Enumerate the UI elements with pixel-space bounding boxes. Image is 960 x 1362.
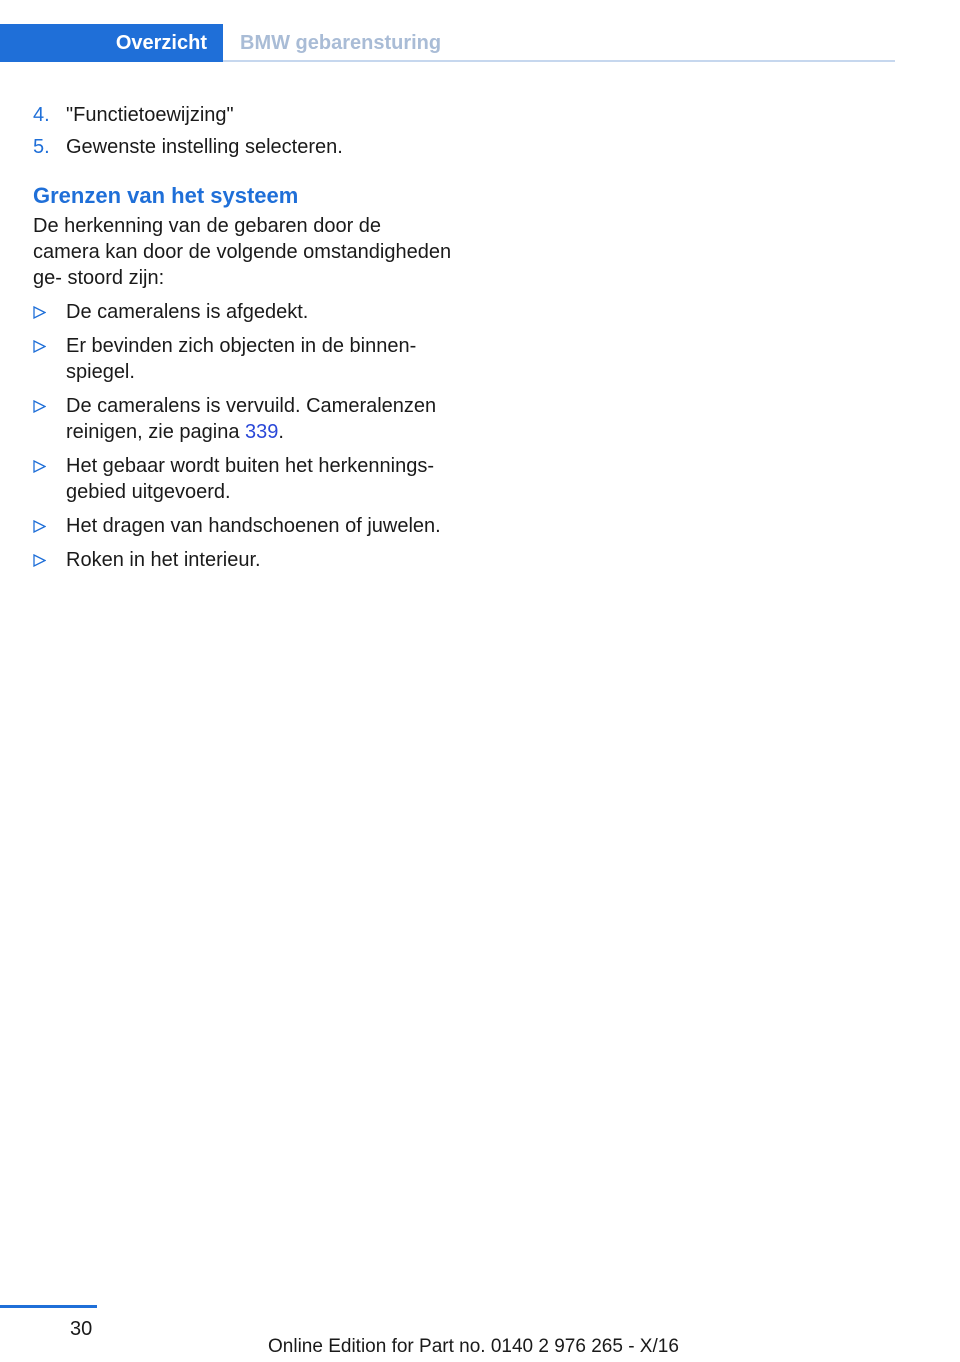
header-rule [223,60,895,62]
step-text: "Functietoewijzing" [66,104,234,126]
footer-rule [0,1305,97,1308]
bullet-item [33,453,453,505]
bullet-item [33,513,453,539]
bullet-text: Er bevinden zich objecten in de binnen‐ spiegel. [66,335,417,383]
header-tab-section[interactable] [240,24,441,62]
page-reference-link[interactable]: 339 [245,421,279,443]
step-text: Gewenste instelling selecteren. [66,136,343,158]
chapter-label: Overzicht [115,31,207,54]
page-ref-suffix: . [278,421,284,443]
main-content [33,103,453,581]
edition-note: Online Edition for Part no. 0140 2 976 265 - X/16 [268,1336,679,1357]
bullet-item [33,333,453,385]
bullet-item [33,393,453,445]
triangle-bullet-icon [33,460,46,473]
triangle-bullet-icon [33,554,46,567]
section-intro: De herkenning van de gebaren door de camera kan door de volgende omstandigheden ge‐ stoord zijn: [33,215,452,289]
step-item [33,103,453,128]
bullet-text: Het dragen van handschoenen of juwelen. [66,515,441,537]
step-number: 5. [33,136,50,158]
step-item [33,135,453,160]
bullet-text: Het gebaar wordt buiten het herkennings‐ gebied uitgevoerd. [66,455,435,503]
triangle-bullet-icon [33,520,46,533]
bullet-text: De cameralens is afgedekt. [66,301,309,323]
header-tab-chapter[interactable] [0,24,223,62]
bullet-text: De cameralens is vervuild. Cameralenzen reinigen, zie pagina [66,395,437,443]
triangle-bullet-icon [33,400,46,413]
bullet-item [33,299,453,325]
triangle-bullet-icon [33,306,46,319]
section-label: BMW gebarensturing [240,31,442,54]
step-number: 4. [33,104,50,126]
page-number: 30 [70,1318,93,1340]
section-heading: Grenzen van het systeem [33,183,299,208]
bullet-text: Roken in het interieur. [66,549,261,571]
triangle-bullet-icon [33,340,46,353]
bullet-item [33,547,453,573]
